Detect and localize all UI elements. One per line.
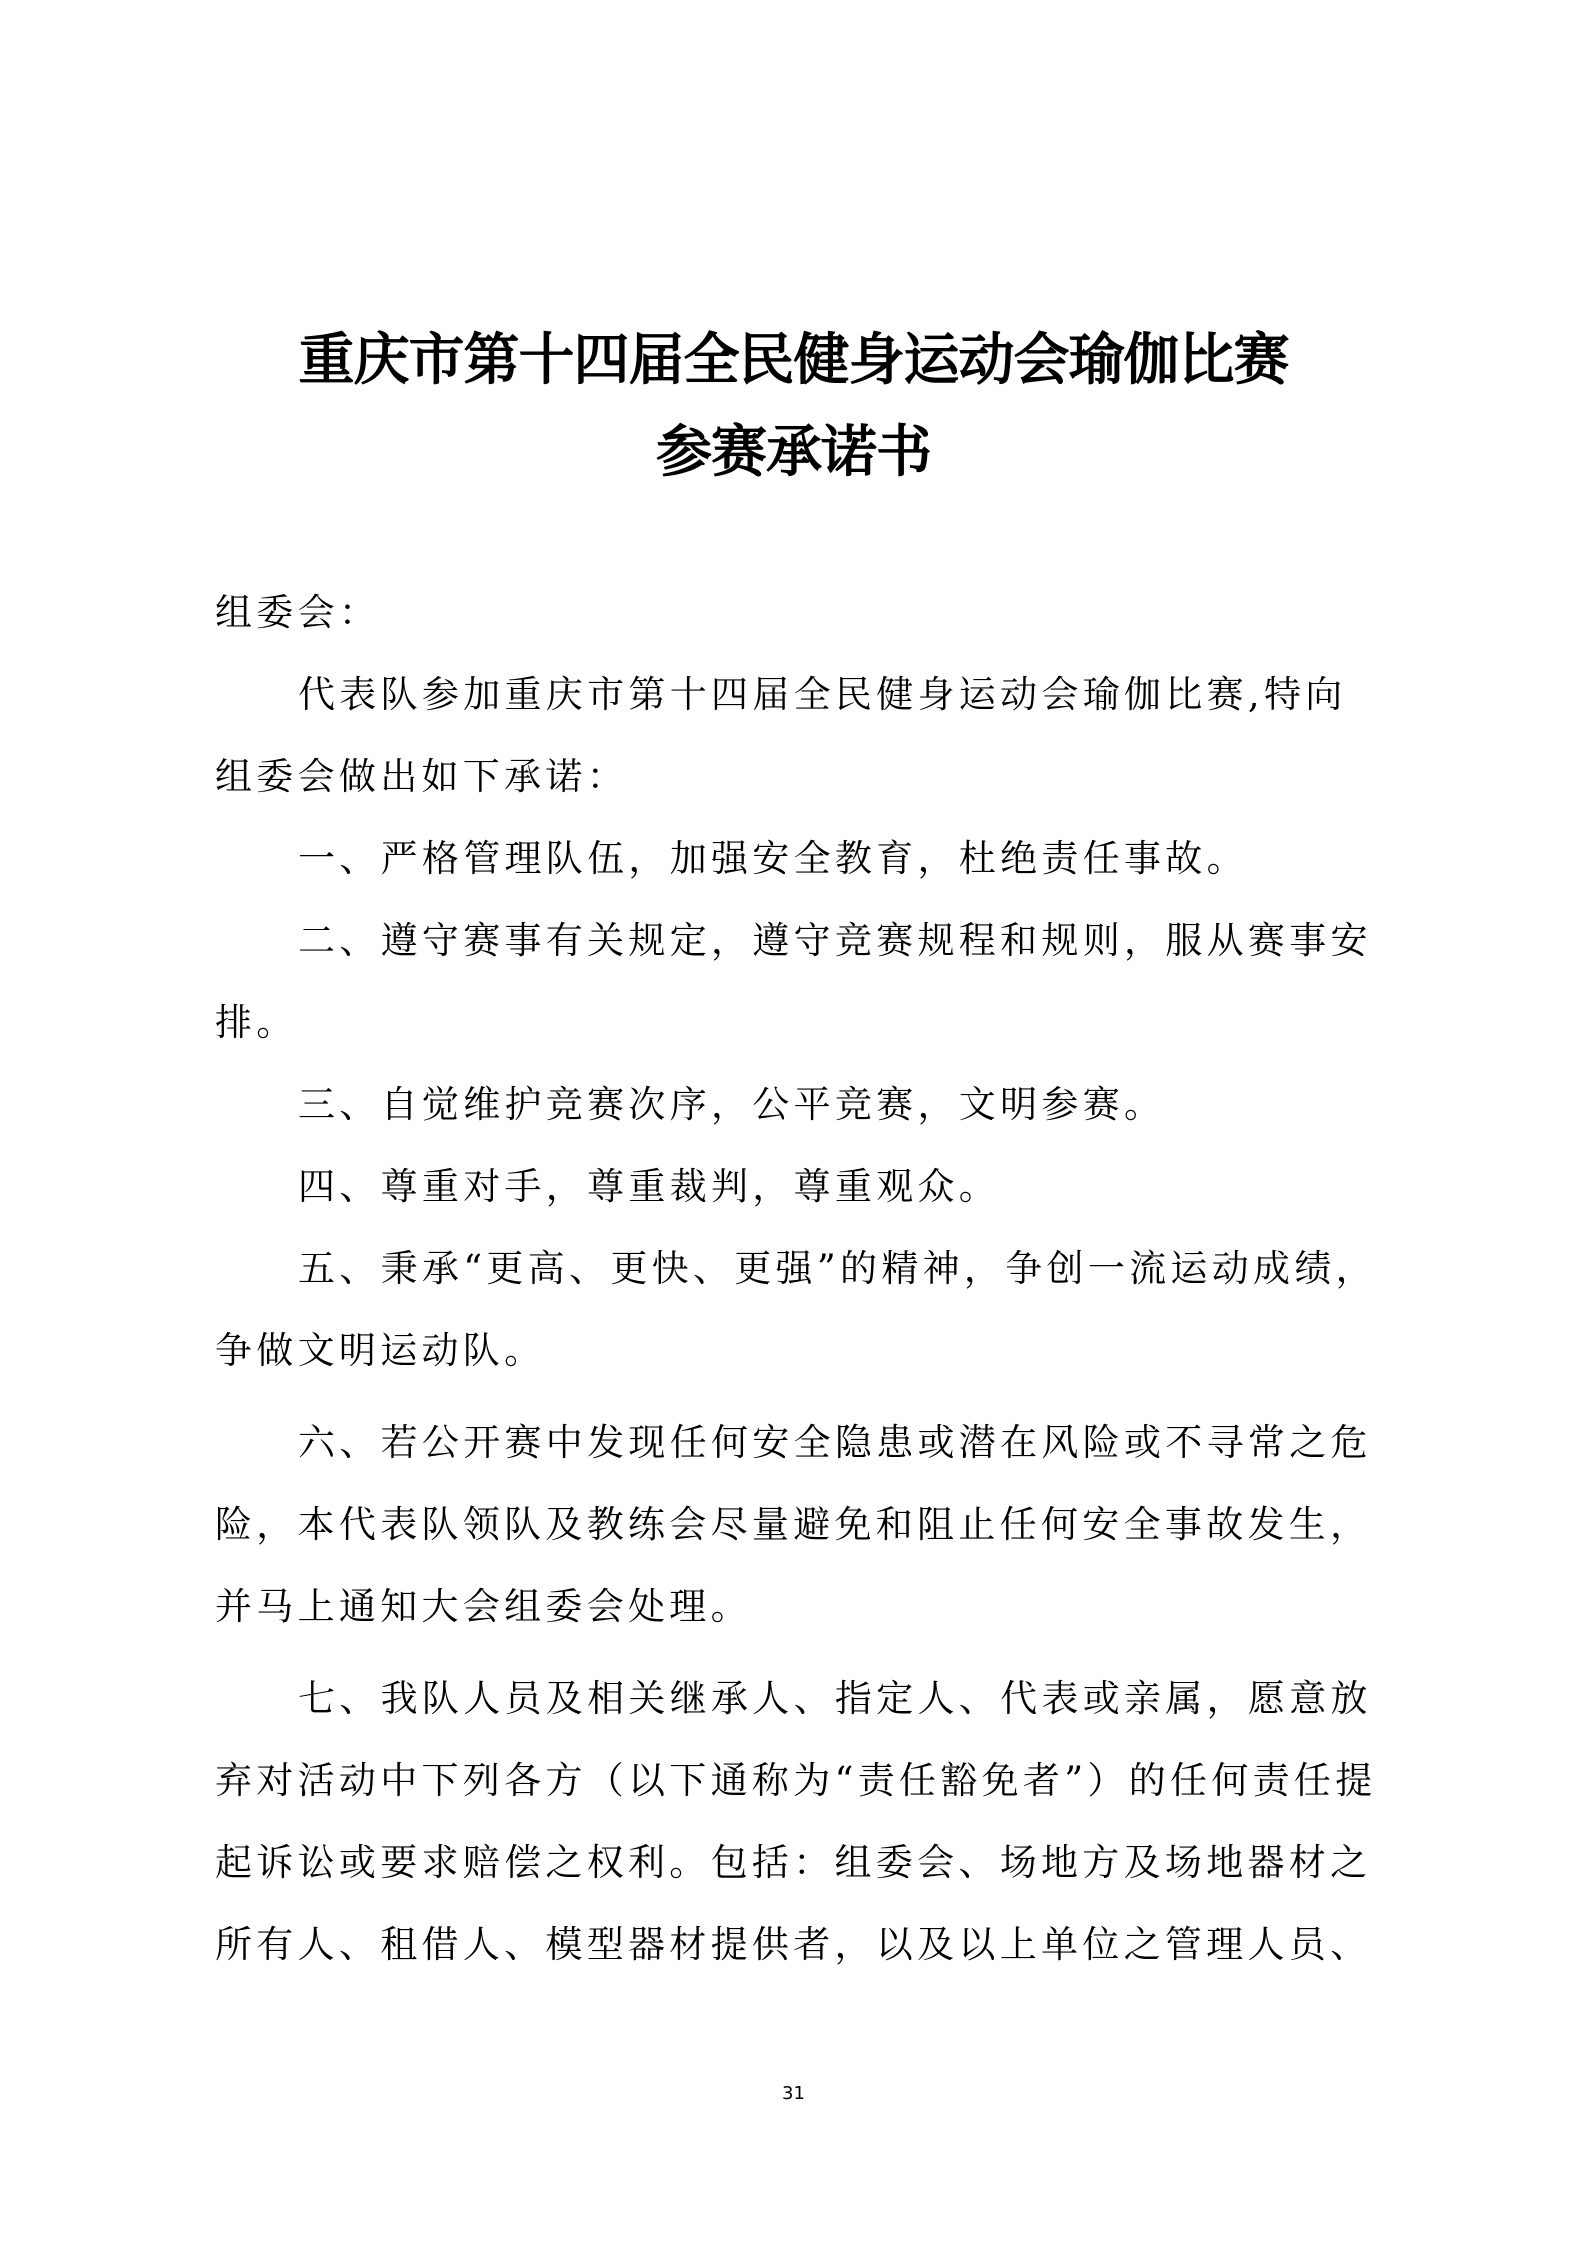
pledge-item-6-cont-1: 险，本代表队领队及教练会尽量避免和阻止任何安全事故发生， bbox=[215, 1503, 1372, 1546]
intro-line-2: 组委会做出如下承诺： bbox=[215, 755, 628, 798]
intro-line-1: 代表队参加重庆市第十四届全民健身运动会瑜伽比赛,特向 bbox=[298, 673, 1347, 716]
document-title: 重庆市第十四届全民健身运动会瑜伽比赛 bbox=[298, 327, 1289, 393]
pledge-item-4: 四、尊重对手，尊重裁判，尊重观众。 bbox=[298, 1165, 1001, 1208]
pledge-item-1: 一、严格管理队伍，加强安全教育，杜绝责任事故。 bbox=[298, 837, 1248, 880]
pledge-item-5-cont: 争做文明运动队。 bbox=[215, 1329, 546, 1372]
pledge-item-5: 五、秉承“更高、更快、更强”的精神，争创一流运动成绩， bbox=[298, 1247, 1377, 1290]
pledge-item-6-cont-2: 并马上通知大会组委会处理。 bbox=[215, 1585, 752, 1628]
pledge-item-7-cont-2: 起诉讼或要求赔偿之权利。包括：组委会、场地方及场地器材之 bbox=[215, 1841, 1372, 1884]
pledge-item-7-cont-3: 所有人、租借人、模型器材提供者，以及以上单位之管理人员、 bbox=[215, 1923, 1372, 1966]
pledge-item-2-cont: 排。 bbox=[215, 1001, 298, 1044]
pledge-item-7-cont-1: 弃对活动中下列各方（以下通称为“责任豁免者”）的任何责任提 bbox=[215, 1759, 1377, 1802]
document-subtitle: 参赛承诺书 bbox=[656, 419, 931, 485]
pledge-item-3: 三、自觉维护竞赛次序，公平竞赛，文明参赛。 bbox=[298, 1083, 1166, 1126]
pledge-item-6: 六、若公开赛中发现任何安全隐患或潜在风险或不寻常之危 bbox=[298, 1421, 1372, 1464]
pledge-item-2: 二、遵守赛事有关规定，遵守竞赛规程和规则，服从赛事安 bbox=[298, 919, 1372, 962]
salutation: 组委会： bbox=[215, 591, 381, 634]
page-number: 31 bbox=[782, 2083, 805, 2104]
pledge-item-7: 七、我队人员及相关继承人、指定人、代表或亲属，愿意放 bbox=[298, 1677, 1372, 1720]
